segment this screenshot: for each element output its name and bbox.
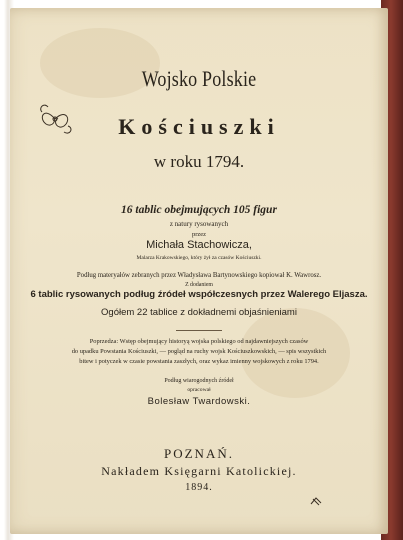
title-line-2: Kościuszki — [118, 114, 280, 139]
preface-line: Poprzedza: Wstęp obejmujący historyą wojska polskiego od najdawniejszych czasów — [89, 338, 309, 345]
author-name: Michała Stachowicza, — [146, 239, 252, 251]
preface-line: do upadku Powstania Kościuszki, — pogląd na ruchy wojsk Kościuszkowskich, — spis wszystkich — [71, 348, 327, 355]
imprint-city: POZNAŃ. — [164, 446, 234, 461]
preface-paragraph — [46, 337, 352, 367]
preface-line: bitew i potyczek w czasie powstania zaszłych, oraz wykaz imienny wojskowych z roku 1794. — [79, 358, 319, 365]
title-page — [10, 8, 388, 534]
total-plates: Ogółem 22 tablice z dokładnemi objaśnieniami — [101, 307, 297, 318]
by-label: przez — [191, 231, 207, 238]
divider — [176, 330, 222, 331]
author-description: Malarza Krakowskiego, który żył za czasów Kościuszki. — [136, 255, 262, 261]
addition-prefix: Z dodaniem — [185, 282, 213, 288]
imprint-publisher: Nakładem Księgarni Katolickiej. — [101, 464, 297, 478]
addition-note: 6 tablic rysowanych podług źródeł współczesnych przez Walerego Eljasza. — [30, 289, 368, 300]
materials-note: Podług materyałów zebranych przez Władysława Bartynowskiego kopiował K. Wawrosz. — [76, 272, 322, 279]
from-nature: z natury rysowanych — [169, 220, 229, 228]
title-line-3: w roku 1794. — [153, 152, 245, 171]
title-line-1: Wojsko Polskie — [141, 66, 257, 91]
compiler-name: Bolesław Twardowski. — [147, 396, 251, 407]
ink-mark-icon — [310, 496, 322, 506]
plates-count: 16 tablic obejmujących 105 figur — [121, 204, 277, 216]
sources-note: Podług wiarogodnych źródeł — [164, 378, 234, 384]
compiled-label: opracował — [187, 387, 211, 393]
imprint-year: 1894. — [185, 482, 213, 493]
